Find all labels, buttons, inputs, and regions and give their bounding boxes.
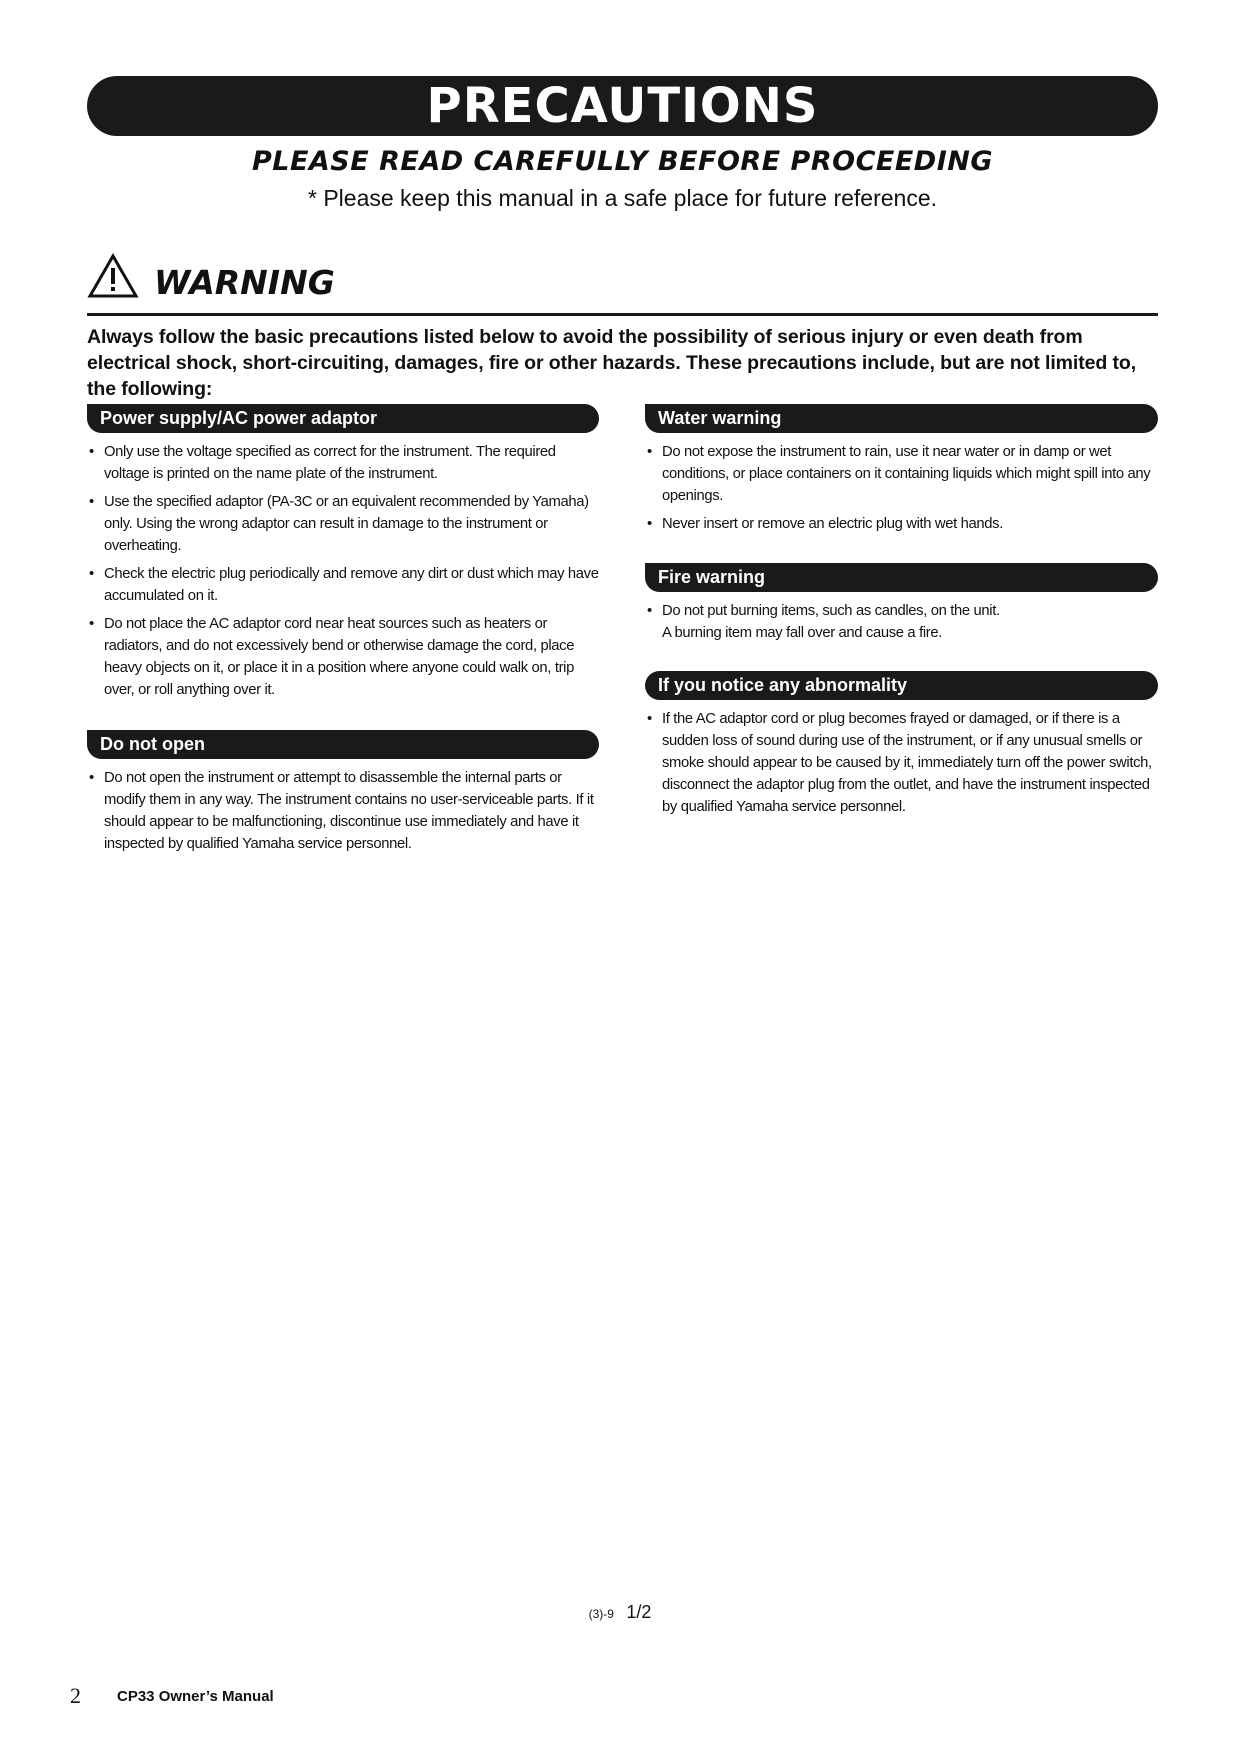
warning-header bbox=[87, 253, 1158, 316]
page-number: 2 bbox=[70, 1683, 81, 1708]
manual-title: CP33 Owner’s Manual bbox=[117, 1688, 274, 1705]
document-code bbox=[0, 1602, 1240, 1623]
section-fire-warning bbox=[645, 563, 1158, 650]
page-fraction: 1/2 bbox=[626, 1602, 652, 1622]
section-heading: Fire warning bbox=[645, 563, 1158, 592]
list-item: • Do not open the instrument or attempt to disassemble the internal parts or modify them in any way. The instrument contains no user-serviceable parts. If it should appear to be malfunctioning, discontinue use immediately and have it inspected by qualified Yamaha service personnel. bbox=[89, 770, 594, 852]
bullet-list bbox=[645, 600, 1158, 644]
list-item: • Never insert or remove an electric plug with wet hands. bbox=[647, 516, 1003, 532]
warning-intro: Always follow the basic precautions listed below to avoid the possibility of serious injury or even death from electrical shock, short-circuiting, damages, fire or other hazards. These precautions include, but are not limited to, the following: bbox=[87, 326, 1137, 400]
section-heading: Water warning bbox=[645, 404, 1158, 433]
doc-code: (3)-9 bbox=[588, 1607, 614, 1621]
list-item: • Do not expose the instrument to rain, use it near water or in damp or wet conditions, or place containers on it containing liquids which might spill into any openings. bbox=[647, 444, 1151, 504]
bullet-list bbox=[645, 441, 1158, 535]
section-heading: If you notice any abnormality bbox=[645, 671, 1158, 700]
bullet-list bbox=[87, 441, 599, 701]
bullet-list bbox=[645, 708, 1158, 818]
list-item: • If the AC adaptor cord or plug becomes frayed or damaged, or if there is a sudden loss of sound during use of the instrument, or if any unusual smells or smoke should appear to be caused by it, immediately turn off the power switch, disconnect the adaptor plug from the outlet, and have the instrument inspected by qualified Yamaha service personnel. bbox=[647, 711, 1152, 815]
list-item: • Use the specified adaptor (PA-3C or an equivalent recommended by Yamaha) only. Using the wrong adaptor can result in damage to the instrument or overheating. bbox=[89, 494, 589, 554]
list-item: • Do not place the AC adaptor cord near heat sources such as heaters or radiators, and do not excessively bend or otherwise damage the cord, place heavy objects on it, or place it in a position where anyone could walk on, trip over, or roll anything over it. bbox=[89, 616, 575, 698]
title-banner bbox=[87, 76, 1158, 136]
section-water-warning bbox=[645, 404, 1158, 541]
bullet-list bbox=[87, 767, 599, 855]
page-subtitle: PLEASE READ CAREFULLY BEFORE PROCEEDING bbox=[251, 146, 994, 177]
section-heading: Do not open bbox=[87, 730, 599, 759]
warning-title: WARNING bbox=[154, 263, 335, 302]
section-heading: Power supply/AC power adaptor bbox=[87, 404, 599, 433]
list-item: • Check the electric plug periodically and remove any dirt or dust which may have accumulated on it. bbox=[89, 566, 599, 604]
page-title: PRECAUTIONS bbox=[426, 78, 819, 134]
section-do-not-open bbox=[87, 730, 599, 861]
list-item: • Do not put burning items, such as candles, on the unit. A burning item may fall over and cause a fire. bbox=[647, 603, 1000, 641]
section-power-supply bbox=[87, 404, 599, 707]
warning-triangle-icon bbox=[87, 253, 139, 299]
section-abnormality bbox=[645, 671, 1158, 824]
list-item: • Only use the voltage specified as correct for the instrument. The required voltage is printed on the name plate of the instrument. bbox=[89, 444, 556, 482]
keep-manual-note: * Please keep this manual in a safe place for future reference. bbox=[307, 185, 938, 211]
